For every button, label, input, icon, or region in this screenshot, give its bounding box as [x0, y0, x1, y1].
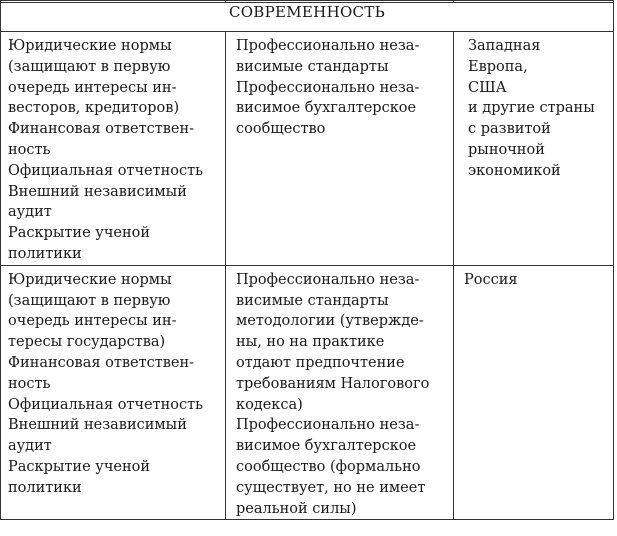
header-row — [1, 3, 614, 32]
standards-line: ны, но на практике — [236, 334, 385, 351]
standards-line: реальной силы) — [236, 500, 357, 517]
table-row-russia — [1, 265, 614, 520]
norms-line: политики — [8, 245, 82, 262]
countries-cell — [454, 32, 614, 266]
standards-line: существует, но не имеет — [236, 479, 426, 496]
standards-line: методологии (утвержде- — [236, 313, 424, 330]
standards-line: Профессионально неза- — [236, 271, 420, 288]
norms-line: Юридические нормы — [8, 38, 172, 54]
norms-line: (защищают в первую — [8, 58, 171, 75]
countries-line: Европа, — [468, 58, 528, 75]
standards-line: висимое бухгалтерское — [236, 100, 417, 117]
norms-line: тересы государства) — [8, 334, 166, 351]
norms-line: Официальная отчетность — [8, 162, 204, 179]
norms-line: Внешний независимый — [8, 417, 187, 434]
countries-line: и другие страны — [468, 100, 595, 117]
standards-line: Профессионально неза- — [236, 79, 420, 96]
norms-line: Раскрытие ученой — [8, 225, 151, 242]
countries-cell — [454, 265, 614, 520]
norms-line: Официальная отчетность — [8, 396, 204, 413]
norms-line: весторов, кредиторов) — [8, 100, 180, 117]
standards-line: сообщество (формально — [236, 458, 421, 475]
standards-line: висимые стандарты — [236, 58, 389, 75]
standards-line: висимое бухгалтерское — [236, 438, 417, 455]
countries-line: экономикой — [468, 162, 561, 179]
norms-line: Раскрытие ученой — [8, 458, 151, 475]
norms-line: (защищают в первую — [8, 292, 171, 309]
standards-line: висимые стандарты — [236, 292, 389, 309]
table-row-western — [1, 32, 614, 266]
norms-line: очередь интересы ин- — [8, 313, 177, 330]
countries-line: рыночной — [468, 141, 545, 158]
norms-cell — [1, 265, 226, 520]
norms-line: политики — [8, 479, 82, 496]
standards-cell — [226, 32, 454, 266]
countries-line: с развитой — [468, 121, 551, 138]
standards-line: требованиям Налогового — [236, 375, 430, 392]
norms-line: Финансовая ответствен- — [8, 121, 195, 138]
norms-line: ность — [8, 375, 51, 392]
countries-line: Западная — [468, 38, 541, 54]
standards-line: кодекса) — [236, 396, 303, 413]
norms-cell — [1, 32, 226, 266]
standards-line: сообщество — [236, 121, 326, 138]
norms-line: очередь интересы ин- — [8, 79, 177, 96]
norms-line: Внешний независимый — [8, 183, 187, 200]
norms-line: аудит — [8, 204, 52, 221]
norms-line: Юридические нормы — [8, 271, 172, 288]
standards-line: Профессионально неза- — [236, 417, 420, 434]
countries-line: США — [468, 79, 507, 96]
standards-cell — [226, 265, 454, 520]
standards-line: Профессионально неза- — [236, 38, 420, 54]
countries-line: Россия — [464, 271, 518, 288]
norms-line: Финансовая ответствен- — [8, 354, 195, 371]
norms-line: аудит — [8, 438, 52, 455]
section-header: СОВРЕМЕННОСТЬ — [1, 3, 614, 32]
standards-line: отдают предпочтение — [236, 354, 405, 371]
norms-line: ность — [8, 141, 51, 158]
